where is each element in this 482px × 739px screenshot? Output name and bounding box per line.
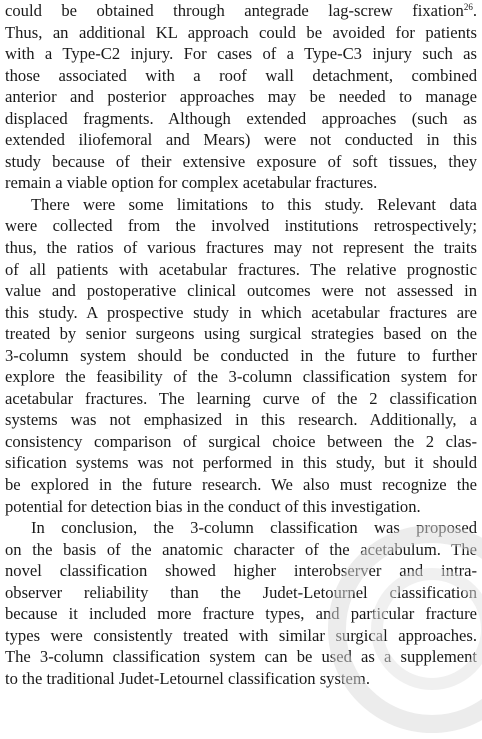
article-body [5, 0, 477, 690]
text-line: acetabular fractures. The learning curve of the 2 classification [5, 388, 477, 408]
text-line: treated by senior surgeons using surgical strategies based on the [5, 324, 477, 344]
text-line: sification systems was not performed in this study, but it should [5, 453, 477, 473]
text-line: In conclusion, the 3-column classification was proposed [31, 518, 477, 538]
paragraph-limitations [5, 194, 477, 517]
text-line: value and postoperative clinical outcomes were not assessed in [5, 281, 477, 301]
text-line: potential for detection bias in the conduct of this investigation. [5, 496, 421, 516]
text-line: with a Type-C2 injury. For cases of a Type-C3 injury such as [5, 44, 477, 64]
text-line: on the basis of the anatomic character of the acetabulum. The [5, 539, 477, 559]
text-line: were collected from the involved institutions retrospectively; [5, 216, 477, 236]
text-line: be explored in the future research. We also must recognize the [5, 475, 477, 495]
text-line: The 3-column classification system can be used as a supplement [5, 647, 477, 667]
text-line: displaced fragments. Although extended approaches (such as [5, 108, 477, 128]
citation-superscript: 26 [463, 2, 473, 12]
text-line: There were some limitations to this study. Relevant data [31, 194, 477, 214]
text-line: explore the feasibility of the 3-column classification system for [5, 367, 477, 387]
text-line: remain a viable option for complex acetabular fractures. [5, 173, 378, 193]
text-line: those associated with a roof wall detachment, combined [5, 65, 477, 85]
text-line: study because of their extensive exposure of soft tissues, they [5, 151, 477, 171]
text-line: consistency comparison of surgical choice between the 2 clas- [5, 431, 477, 451]
paragraph-conclusion [5, 517, 477, 689]
text-line: this study. A prospective study in which acetabular fractures are [5, 302, 477, 322]
text-line: Thus, an additional KL approach could be avoided for patients [5, 22, 477, 42]
punctuation: . [472, 1, 477, 20]
text-line: because it included more fracture types, and particular fracture [5, 604, 477, 624]
text-line: extended iliofemoral and Mears) were not conducted in this [5, 130, 477, 150]
text-line: to the traditional Judet-Letournel classification system. [5, 668, 370, 688]
text-line: novel classification showed higher interobserver and intra- [5, 561, 477, 581]
text-line: observer reliability than the Judet-Letournel classification [5, 582, 477, 602]
text-line [5, 0, 477, 22]
text-line: systems was not emphasized in this research. Additionally, a [5, 410, 477, 430]
text-line: of all patients with acetabular fractures. The relative prognostic [5, 259, 477, 279]
text-line: 3-column system should be conducted in the future to further [5, 345, 477, 365]
text-line: thus, the ratios of various fractures may not represent the traits [5, 238, 477, 258]
paragraph-surgical-approaches [5, 0, 477, 194]
text-line: types were consistently treated with similar surgical approaches. [5, 625, 477, 645]
text-line: anterior and posterior approaches may be needed to manage [5, 87, 477, 107]
text-line-content: could be obtained through antegrade lag-screw fixation [5, 1, 464, 20]
